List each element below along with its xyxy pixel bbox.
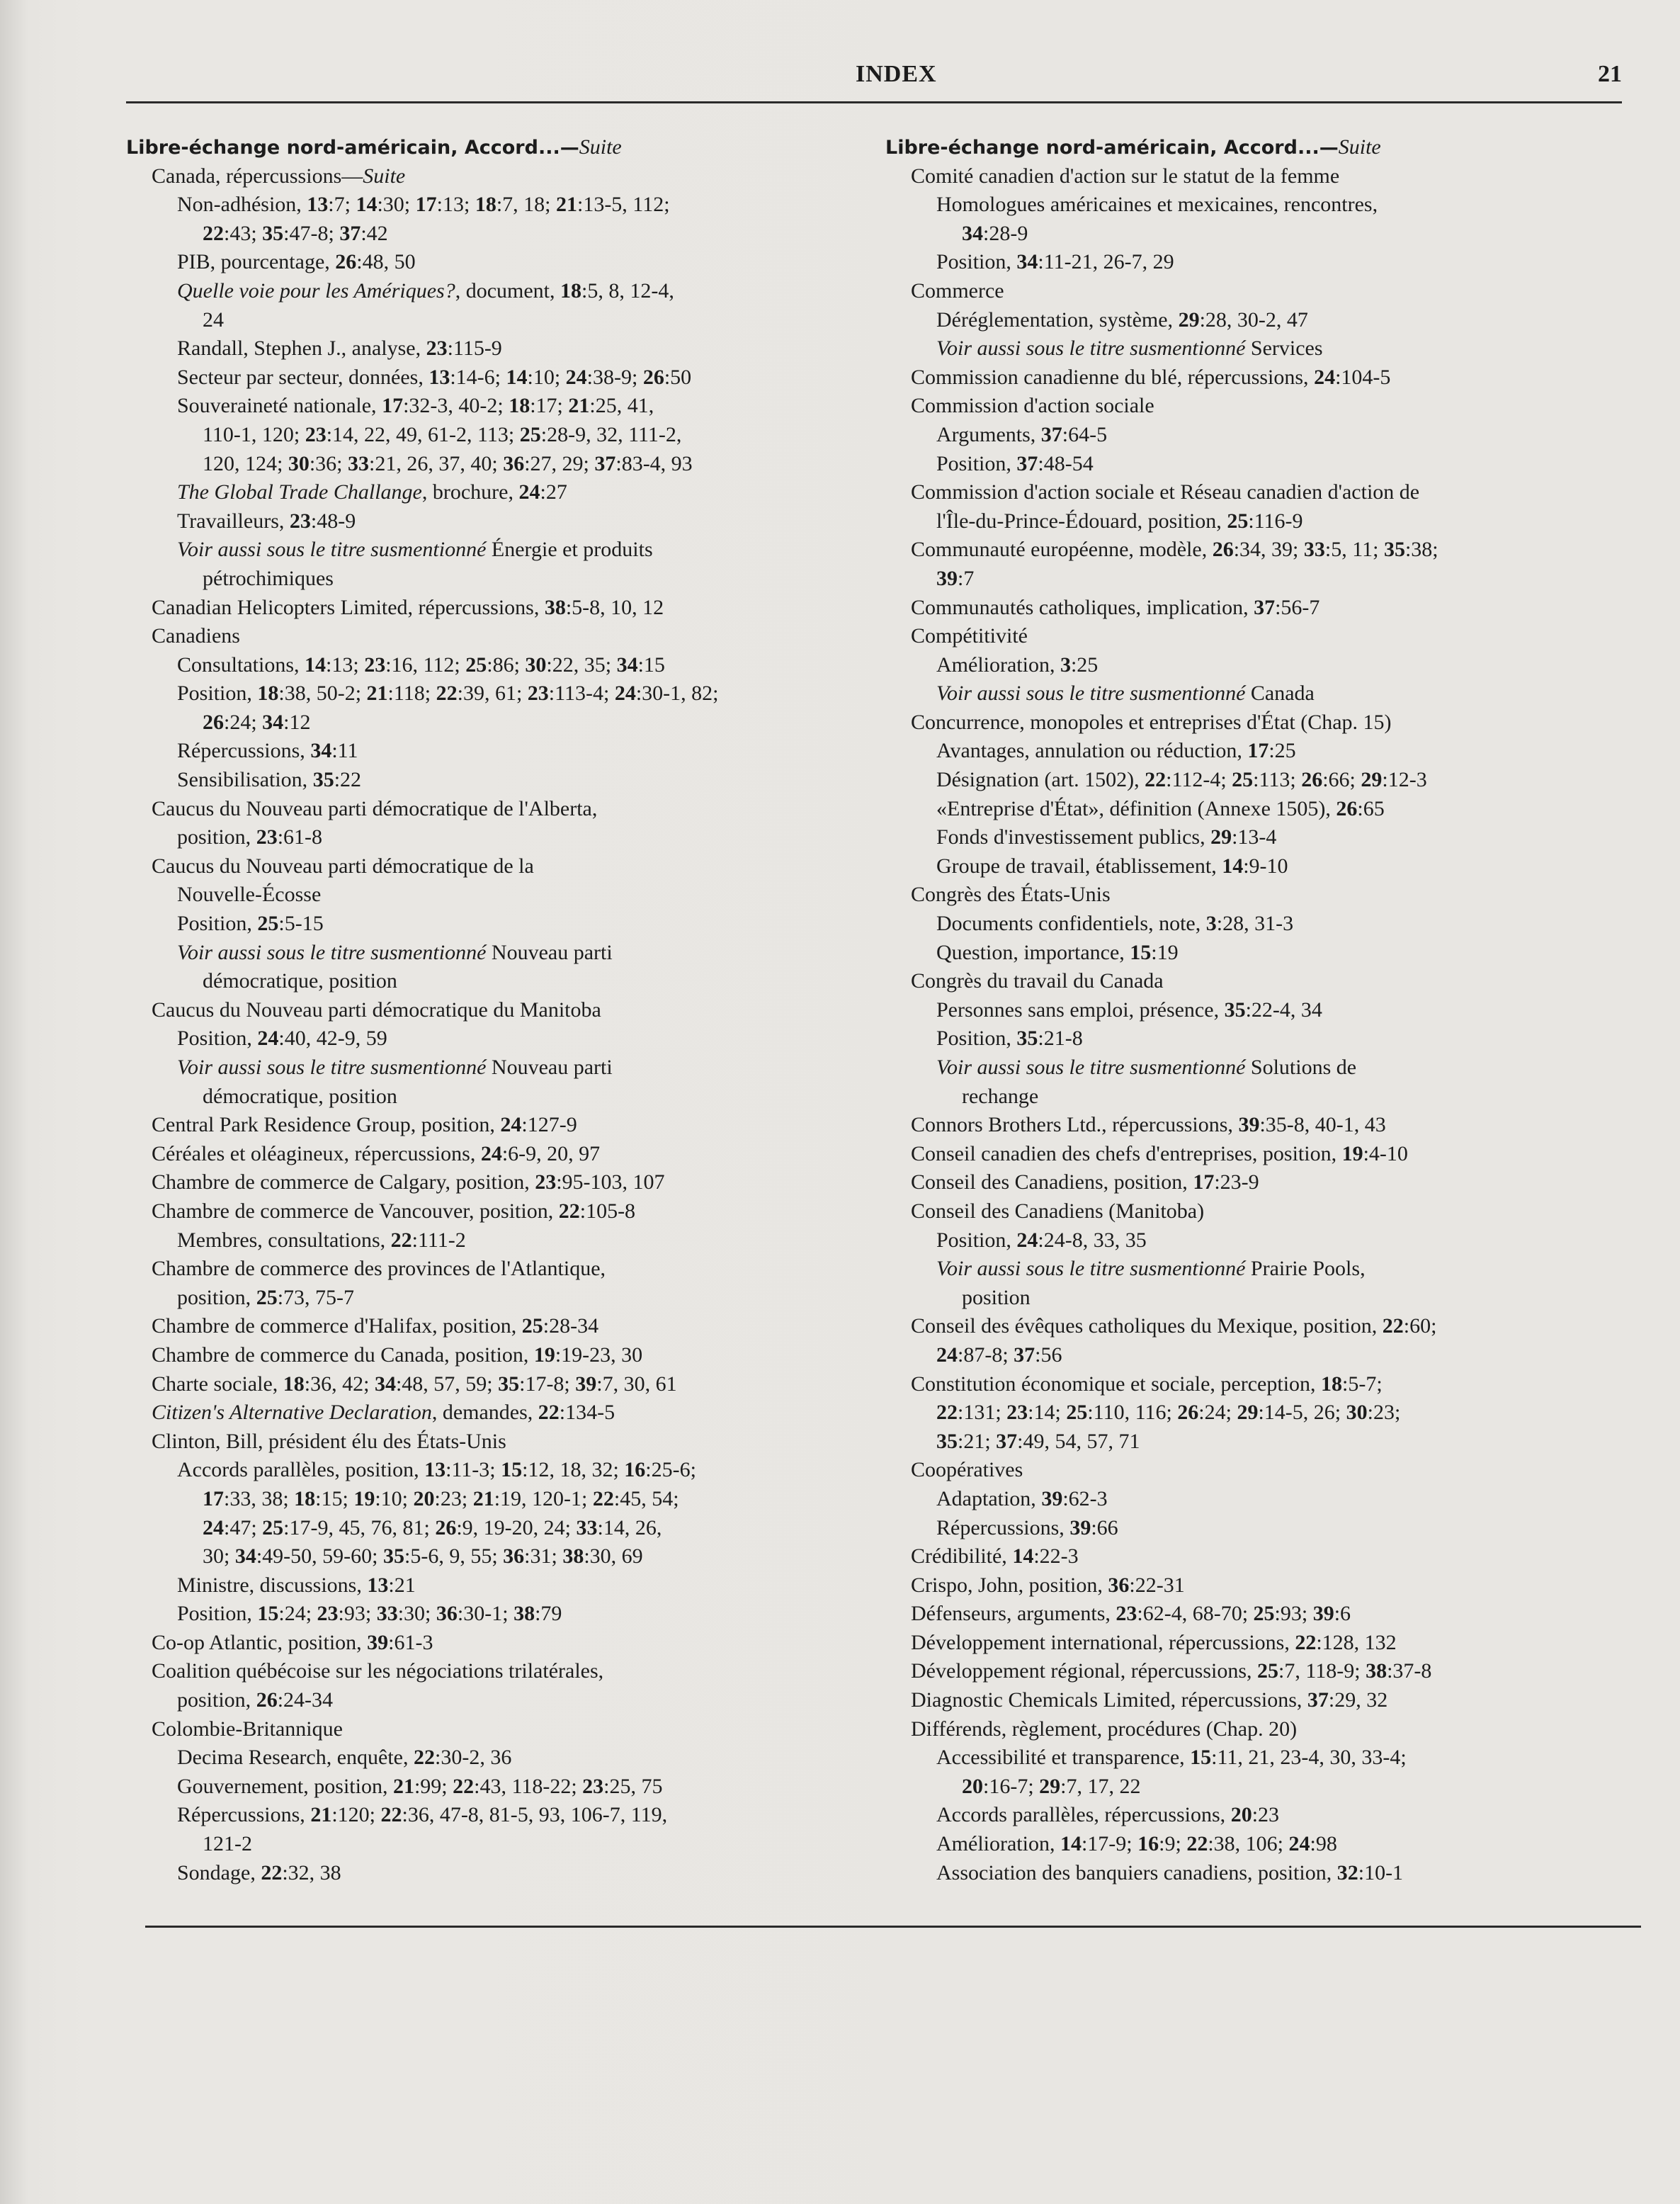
index-entry: 110-1, 120; 23:14, 22, 49, 61-2, 113; 25:28-9, 32, 111-2, (203, 422, 682, 446)
index-entry: Chambre de commerce de Calgary, position, 23:95-103, 107 (152, 1170, 665, 1194)
index-heading: Libre-échange nord-américain, Accord...—Suite (126, 135, 622, 159)
index-entry: Clinton, Bill, président élu des États-Unis (152, 1429, 506, 1453)
index-entry: 35:21; 37:49, 54, 57, 71 (936, 1429, 1140, 1453)
index-entry: Comité canadien d'action sur le statut de la femme (911, 164, 1340, 188)
index-entry: 121-2 (203, 1832, 252, 1856)
index-entry: Accords parallèles, position, 13:11-3; 15:12, 18, 32; 16:25-6; (177, 1458, 696, 1482)
header-rule (126, 101, 1622, 103)
index-entry: 22:131; 23:14; 25:110, 116; 26:24; 29:14-5, 26; 30:23; (936, 1401, 1401, 1425)
index-entry: Chambre de commerce du Canada, position, 19:19-23, 30 (152, 1343, 643, 1367)
index-entry: «Entreprise d'État», définition (Annexe 1505), 26:65 (936, 796, 1385, 820)
index-entry: l'Île-du-Prince-Édouard, position, 25:116-9 (936, 509, 1303, 533)
index-entry: Coalition québécoise sur les négociations trilatérales, (152, 1659, 604, 1683)
index-entry: Chambre de commerce d'Halifax, position, 25:28-34 (152, 1314, 599, 1338)
index-entry: Decima Research, enquête, 22:30-2, 36 (177, 1746, 512, 1770)
index-entry: Colombie-Britannique (152, 1717, 343, 1741)
index-entry: Sensibilisation, 35:22 (177, 768, 362, 792)
index-entry: Connors Brothers Ltd., répercussions, 39:35-8, 40-1, 43 (911, 1113, 1386, 1137)
index-entry: Position, 25:5-15 (177, 912, 324, 936)
index-entry: position, 26:24-34 (177, 1688, 334, 1712)
index-entry: Adaptation, 39:62-3 (936, 1486, 1108, 1510)
index-entry: Fonds d'investissement publics, 29:13-4 (936, 825, 1277, 849)
index-entry: Répercussions, 34:11 (177, 739, 358, 763)
index-entry: démocratique, position (203, 969, 397, 993)
index-entry: Commerce (911, 278, 1004, 303)
index-entry: Position, 34:11-21, 26-7, 29 (936, 250, 1174, 274)
index-entry: Commission d'action sociale et Réseau canadien d'action de (911, 480, 1420, 504)
page-number: 21 (1598, 61, 1622, 87)
index-entry: Membres, consultations, 22:111-2 (177, 1228, 466, 1252)
index-entry: Crédibilité, 14:22-3 (911, 1544, 1079, 1569)
index-entry: Position, 18:38, 50-2; 21:118; 22:39, 61; 23:113-4; 24:30-1, 82; (177, 682, 719, 706)
index-entry: The Global Trade Challange, brochure, 24:27 (177, 480, 567, 504)
index-entry: Voir aussi sous le titre susmentionné Canada (936, 682, 1315, 706)
index-entry: Position, 24:40, 42-9, 59 (177, 1027, 387, 1051)
index-entry: Amélioration, 3:25 (936, 652, 1099, 677)
index-entry: Canadiens (152, 624, 240, 648)
index-entry: Accords parallèles, répercussions, 20:23 (936, 1803, 1280, 1827)
index-entry: Congrès des États-Unis (911, 883, 1111, 907)
index-entry: Randall, Stephen J., analyse, 23:115-9 (177, 337, 502, 361)
index-entry: Ministre, discussions, 13:21 (177, 1573, 416, 1597)
index-entry: Coopératives (911, 1458, 1023, 1482)
index-entry: Voir aussi sous le titre susmentionné Prairie Pools, (936, 1257, 1366, 1281)
index-entry: Conseil des évêques catholiques du Mexique, position, 22:60; (911, 1314, 1437, 1338)
index-entry: 22:43; 35:47-8; 37:42 (203, 221, 388, 245)
index-entry: Gouvernement, position, 21:99; 22:43, 118-22; 23:25, 75 (177, 1774, 663, 1798)
index-entry: Voir aussi sous le titre susmentionné Solutions de (936, 1056, 1357, 1079)
index-entry: Avantages, annulation ou réduction, 17:25 (936, 739, 1296, 763)
index-entry: Répercussions, 39:66 (936, 1515, 1118, 1539)
index-entry: 20:16-7; 29:7, 17, 22 (962, 1774, 1141, 1798)
index-entry: Défenseurs, arguments, 23:62-4, 68-70; 25:93; 39:6 (911, 1602, 1351, 1626)
index-entry: Travailleurs, 23:48-9 (177, 509, 356, 533)
index-entry: Conseil canadien des chefs d'entreprises, position, 19:4-10 (911, 1141, 1408, 1165)
index-entry: démocratique, position (203, 1084, 397, 1108)
index-entry: Caucus du Nouveau parti démocratique de l'Alberta, (152, 796, 598, 820)
left-column (126, 133, 856, 1887)
index-entry: Homologues américaines et mexicaines, rencontres, (936, 193, 1378, 217)
index-entry: Documents confidentiels, note, 3:28, 31-3 (936, 912, 1294, 936)
index-entry: Congrès du travail du Canada (911, 969, 1164, 993)
index-entry: Déréglementation, système, 29:28, 30-2, 47 (936, 307, 1308, 332)
index-entry: Canadian Helicopters Limited, répercussions, 38:5-8, 10, 12 (152, 595, 664, 619)
index-entry: Constitution économique et sociale, perception, 18:5-7; (911, 1372, 1383, 1396)
index-entry: Commission d'action sociale (911, 394, 1154, 418)
index-entry: 30; 34:49-50, 59-60; 35:5-6, 9, 55; 36:31; 38:30, 69 (203, 1544, 643, 1569)
index-entry: Crispo, John, position, 36:22-31 (911, 1573, 1185, 1597)
index-entry: Caucus du Nouveau parti démocratique de la (152, 854, 534, 878)
index-entry: Non-adhésion, 13:7; 14:30; 17:13; 18:7, 18; 21:13-5, 112; (177, 193, 670, 217)
index-entry: Position, 24:24-8, 33, 35 (936, 1228, 1147, 1252)
index-entry: Question, importance, 15:19 (936, 940, 1179, 964)
index-entry: Co-op Atlantic, position, 39:61-3 (152, 1630, 433, 1654)
index-entry: Différends, règlement, procédures (Chap. 20) (911, 1717, 1298, 1741)
index-entry: Souveraineté nationale, 17:32-3, 40-2; 18:17; 21:25, 41, (177, 394, 654, 418)
index-entry: Concurrence, monopoles et entreprises d'État (Chap. 15) (911, 710, 1392, 734)
index-entry: Position, 37:48-54 (936, 451, 1094, 475)
index-entry: position, 23:61-8 (177, 825, 323, 849)
index-entry: Amélioration, 14:17-9; 16:9; 22:38, 106; 24:98 (936, 1832, 1337, 1856)
index-entry: Position, 35:21-8 (936, 1027, 1083, 1051)
page-title: INDEX (856, 61, 937, 87)
index-entry: position (962, 1285, 1031, 1309)
index-entry: Citizen's Alternative Declaration, demandes, 22:134-5 (152, 1401, 615, 1425)
index-entry: Secteur par secteur, données, 13:14-6; 14:10; 24:38-9; 26:50 (177, 365, 692, 389)
index-entry: 39:7 (936, 566, 975, 590)
index-entry: PIB, pourcentage, 26:48, 50 (177, 250, 416, 274)
index-heading: Libre-échange nord-américain, Accord...—Suite (885, 135, 1381, 159)
index-entry: Voir aussi sous le titre susmentionné Nouveau parti (177, 940, 613, 964)
footer-rule (145, 1926, 1641, 1928)
index-entry: position, 25:73, 75-7 (177, 1285, 355, 1309)
index-entry: Voir aussi sous le titre susmentionné Énergie et produits (177, 538, 653, 562)
index-entry: pétrochimiques (203, 566, 334, 590)
index-entry: 24:47; 25:17-9, 45, 76, 81; 26:9, 19-20, 24; 33:14, 26, (203, 1515, 662, 1539)
index-entry: Communauté européenne, modèle, 26:34, 39; 33:5, 11; 35:38; (911, 538, 1438, 562)
index-entry: Central Park Residence Group, position, 24:127-9 (152, 1113, 577, 1137)
index-entry: 17:33, 38; 18:15; 19:10; 20:23; 21:19, 120-1; 22:45, 54; (203, 1486, 679, 1510)
index-entry: rechange (962, 1084, 1039, 1108)
index-entry: Sondage, 22:32, 38 (177, 1860, 341, 1884)
index-entry: Caucus du Nouveau parti démocratique du Manitoba (152, 998, 601, 1022)
index-entry: Charte sociale, 18:36, 42; 34:48, 57, 59; 35:17-8; 39:7, 30, 61 (152, 1372, 677, 1396)
index-entry: 26:24; 34:12 (203, 710, 311, 734)
index-entry: Voir aussi sous le titre susmentionné Services (936, 337, 1323, 361)
index-entry: Répercussions, 21:120; 22:36, 47-8, 81-5, 93, 106-7, 119, (177, 1803, 668, 1827)
index-entry: 24:87-8; 37:56 (936, 1343, 1062, 1367)
index-entry: Accessibilité et transparence, 15:11, 21, 23-4, 30, 33-4; (936, 1746, 1407, 1770)
index-entry: Consultations, 14:13; 23:16, 112; 25:86; 30:22, 35; 34:15 (177, 652, 665, 677)
index-entry: Canada, répercussions—Suite (152, 164, 406, 188)
index-entry: Communautés catholiques, implication, 37:56-7 (911, 595, 1320, 619)
index-entry: Développement régional, répercussions, 25:7, 118-9; 38:37-8 (911, 1659, 1432, 1683)
index-entry: Association des banquiers canadiens, position, 32:10-1 (936, 1860, 1404, 1884)
index-entry: Céréales et oléagineux, répercussions, 24:6-9, 20, 97 (152, 1141, 601, 1165)
right-column (885, 133, 1629, 1887)
index-entry: Diagnostic Chemicals Limited, répercussions, 37:29, 32 (911, 1688, 1388, 1712)
index-entry: Commission canadienne du blé, répercussions, 24:104-5 (911, 365, 1391, 389)
index-entry: Voir aussi sous le titre susmentionné Nouveau parti (177, 1056, 613, 1079)
index-entry: 24 (203, 307, 224, 332)
index-entry: Arguments, 37:64-5 (936, 422, 1108, 446)
index-entry: Compétitivité (911, 624, 1028, 648)
index-entry: 34:28-9 (962, 221, 1028, 245)
index-entry: Nouvelle-Écosse (177, 883, 322, 907)
index-entry: Groupe de travail, établissement, 14:9-10 (936, 854, 1288, 878)
index-entry: Chambre de commerce de Vancouver, position, 22:105-8 (152, 1199, 636, 1223)
index-entry: Conseil des Canadiens (Manitoba) (911, 1199, 1205, 1223)
index-entry: Conseil des Canadiens, position, 17:23-9 (911, 1170, 1259, 1194)
index-entry: 120, 124; 30:36; 33:21, 26, 37, 40; 36:27, 29; 37:83-4, 93 (203, 451, 693, 475)
index-entry: Personnes sans emploi, présence, 35:22-4, 34 (936, 998, 1322, 1022)
index-entry: Chambre de commerce des provinces de l'Atlantique, (152, 1257, 606, 1281)
index-entry: Position, 15:24; 23:93; 33:30; 36:30-1; 38:79 (177, 1602, 562, 1626)
index-entry: Désignation (art. 1502), 22:112-4; 25:113; 26:66; 29:12-3 (936, 768, 1427, 792)
index-entry: Développement international, répercussions, 22:128, 132 (911, 1630, 1397, 1654)
page-header (126, 57, 1622, 92)
index-entry: Quelle voie pour les Amériques?, document, 18:5, 8, 12-4, (177, 278, 674, 303)
